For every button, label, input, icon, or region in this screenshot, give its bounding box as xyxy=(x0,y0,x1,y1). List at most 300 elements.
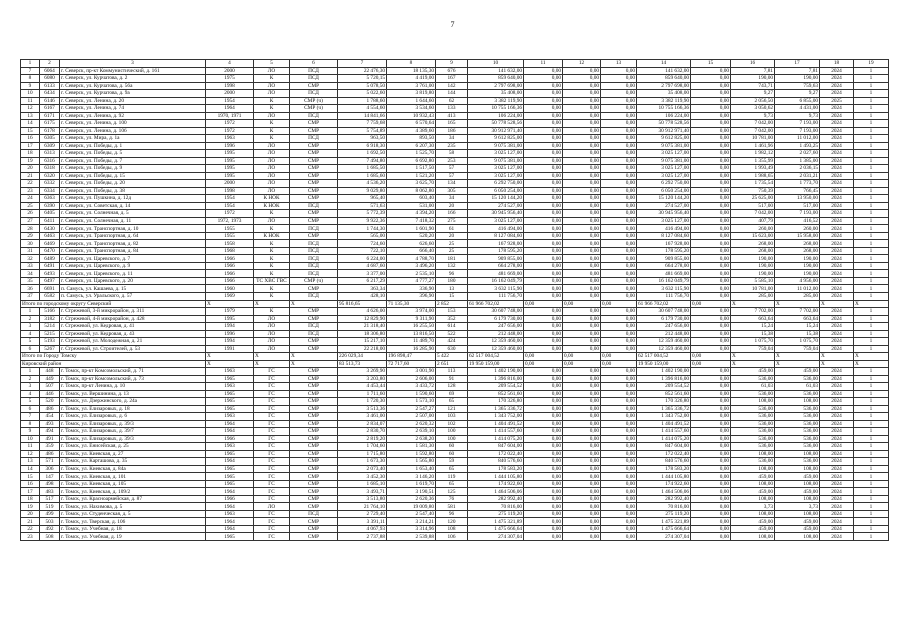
table-cell: 29 xyxy=(21,232,40,240)
page-number: 7 xyxy=(450,20,455,29)
table-cell: 0,00 xyxy=(524,480,563,488)
table-cell: г. Томск, ул. Елизаровых, д. 39/3 xyxy=(60,420,206,428)
table-cell: X xyxy=(775,300,820,308)
table-cell: 69 xyxy=(436,390,468,398)
table-row xyxy=(21,225,889,233)
table-row xyxy=(21,82,889,90)
table-cell: 0,00 xyxy=(563,428,601,436)
table-cell: 2024 xyxy=(820,180,854,188)
table-cell: 1 xyxy=(854,120,889,128)
table-cell: 0,00 xyxy=(691,277,731,285)
table-cell: ПСД xyxy=(290,90,338,98)
table-cell: 1 619,70 xyxy=(387,480,436,488)
table-cell: 9 075 381,00 xyxy=(637,157,691,165)
table-cell: 459,00 xyxy=(775,525,820,533)
table-cell: 275 119,20 xyxy=(468,510,524,518)
table-cell: 0,00 xyxy=(524,292,563,300)
table-cell: 0,00 xyxy=(601,315,637,323)
table-cell: 209 554,52 xyxy=(637,383,691,391)
table-cell: 9 612 825,00 xyxy=(637,135,691,143)
table-cell: 15 120 144,20 xyxy=(468,195,524,203)
table-cell: 19 950 159,00 xyxy=(468,360,524,368)
table-cell: г. Томск, ул. Елизаровых, д. 6 xyxy=(60,413,206,421)
table-cell: 1 414 075,20 xyxy=(637,435,691,443)
table-cell: 6 179 730,00 xyxy=(468,315,524,323)
table-cell: СМР xyxy=(290,518,338,526)
table-cell: 0,00 xyxy=(524,285,563,293)
table-cell: 2024 xyxy=(820,232,854,240)
table-cell: 0,00 xyxy=(601,165,637,173)
table-cell: 1 517,50 xyxy=(387,165,436,173)
table-cell: 2000 xyxy=(206,180,254,188)
table-cell: 2024 xyxy=(820,112,854,120)
table-cell: 71 135,30 xyxy=(387,300,436,308)
table-cell: г. Северск, ул. Победы, д. 38 xyxy=(60,187,206,195)
table-cell: СМР xyxy=(290,127,338,135)
table-cell: 852 561,60 xyxy=(637,390,691,398)
table-cell: 0,00 xyxy=(691,157,731,165)
table-cell: 190,00 xyxy=(775,75,820,83)
table-cell: 0,00 xyxy=(691,217,731,225)
table-cell: ГС xyxy=(254,495,290,503)
table-cell: 2024 xyxy=(820,338,854,346)
table-cell: 536,00 xyxy=(775,375,820,383)
table-cell: 30 945 956,40 xyxy=(637,210,691,218)
table-cell: 196 898,47 xyxy=(387,353,436,361)
table-cell: СМР xyxy=(290,150,338,158)
table-cell: 6 050 254,00 xyxy=(637,187,691,195)
table-cell: 1 xyxy=(854,525,889,533)
table-cell: 61 xyxy=(436,225,468,233)
table-cell: 1 475 666,64 xyxy=(637,525,691,533)
table-cell: 108,00 xyxy=(731,533,775,541)
table-cell: 1 xyxy=(21,60,40,68)
table-cell: г. Северск, ул. Царевского, д. 20 xyxy=(60,277,206,285)
table-cell: 1970, 1971 xyxy=(206,112,254,120)
table-cell: 19 xyxy=(21,503,40,511)
table-cell: г. Стрежевой, ул. Кедровая, д. 43 xyxy=(60,330,206,338)
table-cell: 6332 xyxy=(40,180,60,188)
table-cell: 571 xyxy=(40,458,60,466)
table-cell: 91 xyxy=(436,375,468,383)
table-cell: г. Северск, ул. Ленина, д. 106 xyxy=(60,127,206,135)
table-row xyxy=(21,428,889,436)
table-cell: 1 396 816,00 xyxy=(468,375,524,383)
table-cell: 2 797 698,00 xyxy=(468,82,524,90)
table-cell: ПСД xyxy=(290,67,338,75)
table-cell: 0,00 xyxy=(601,292,637,300)
table-cell: 16 285,90 xyxy=(387,345,436,353)
table-cell: 1 343 752,00 xyxy=(468,413,524,421)
table-cell: 0,00 xyxy=(563,105,601,113)
table-cell: г. Северск, пр-кт Коммунистический, д. 161 xyxy=(60,67,206,75)
table-cell: 1 592,80 xyxy=(387,450,436,458)
table-cell: 3 382 119,90 xyxy=(637,97,691,105)
table-cell: 14 xyxy=(21,465,40,473)
table-cell: 1 982,12 xyxy=(731,150,775,158)
table-cell: К xyxy=(254,308,290,316)
table-cell: 1 xyxy=(854,533,889,541)
table-cell: СМР xyxy=(290,435,338,443)
table-cell: г. Северск, ул. Победы, д. 9 xyxy=(60,165,206,173)
table-cell: 1 365 336,72 xyxy=(637,405,691,413)
table-cell: 1 xyxy=(854,277,889,285)
table-cell: 0,00 xyxy=(524,180,563,188)
table-row xyxy=(21,375,889,383)
table-cell: 536,00 xyxy=(731,390,775,398)
table-cell: 22 xyxy=(21,180,40,188)
table-cell: 1 xyxy=(854,127,889,135)
table-cell: 0,00 xyxy=(524,90,563,98)
table-cell: 0,00 xyxy=(524,202,563,210)
table-cell: 212 448,00 xyxy=(468,330,524,338)
table-cell: 274 307,04 xyxy=(468,533,524,541)
table-cell: 274 527,00 xyxy=(468,202,524,210)
table-cell: 174 922,60 xyxy=(468,480,524,488)
table-cell: 0,00 xyxy=(601,112,637,120)
table-cell: 1 581,30 xyxy=(387,443,436,451)
table-cell: 0,00 xyxy=(524,533,563,541)
table-cell: г. Томск, пр-кт Комсомольский, д. 73 xyxy=(60,375,206,383)
table-cell: г. Томск, ул. Нахимова, д. 5 xyxy=(60,503,206,511)
table-cell: 0,00 xyxy=(563,338,601,346)
table-cell: 4 453,44 xyxy=(338,383,387,391)
table-cell: 0,00 xyxy=(691,67,731,75)
table-cell: 0,00 xyxy=(691,90,731,98)
table-cell: 5 720,15 xyxy=(338,75,387,83)
table-cell: 35 408,00 xyxy=(637,90,691,98)
table-cell: 6318 xyxy=(40,165,60,173)
table-cell: 4 687,60 xyxy=(338,262,387,270)
table-cell: 1 xyxy=(854,255,889,263)
table-cell: 3 050,62 xyxy=(731,105,775,113)
table-cell: 16 162 049,79 xyxy=(637,277,691,285)
table-cell: 3 819,80 xyxy=(387,90,436,98)
table-row xyxy=(21,217,889,225)
table-cell: 0,00 xyxy=(563,67,601,75)
table-cell: 20 xyxy=(436,232,468,240)
table-cell: 2 819,20 xyxy=(338,435,387,443)
table-cell: СМР xyxy=(290,285,338,293)
table-cell: ПСД xyxy=(290,247,338,255)
table-cell: 18 306,80 xyxy=(338,330,387,338)
table-cell: 2024 xyxy=(820,420,854,428)
table-cell: 2024 xyxy=(820,315,854,323)
table-cell: г. Томск, ул. Киевская, д. 109/2 xyxy=(60,488,206,496)
table-cell: X xyxy=(775,360,820,368)
table-cell: 9 922,36 xyxy=(338,217,387,225)
table-cell: 1 685,10 xyxy=(338,480,387,488)
table-cell: 0,00 xyxy=(691,172,731,180)
table-cell: 0,00 xyxy=(601,458,637,466)
table-cell: 4 626,00 xyxy=(338,308,387,316)
table-cell: 3 xyxy=(60,60,206,68)
table-cell: 5 022,60 xyxy=(338,90,387,98)
table-cell: г. Северск, ул. Победы, д. 1 xyxy=(60,142,206,150)
table-cell: 1 xyxy=(854,473,889,481)
table-cell: 2024 xyxy=(820,67,854,75)
table-cell: 352 xyxy=(436,315,468,323)
table-cell: 0,00 xyxy=(691,127,731,135)
table-cell: СМР xyxy=(290,338,338,346)
table-cell: 0,00 xyxy=(691,495,731,503)
table-cell: 2024 xyxy=(820,165,854,173)
table-cell: 6489 xyxy=(40,255,60,263)
table-cell: 3 493,71 xyxy=(338,488,387,496)
table-cell: К xyxy=(254,120,290,128)
table-cell: 1964 xyxy=(206,518,254,526)
table-cell: 0,00 xyxy=(563,187,601,195)
table-cell: 2024 xyxy=(820,465,854,473)
table-cell: 0,00 xyxy=(601,383,637,391)
table-cell: 0,00 xyxy=(601,172,637,180)
table-cell: X xyxy=(731,353,775,361)
table-cell: 1 711,60 xyxy=(338,390,387,398)
table-cell: ГС xyxy=(254,405,290,413)
table-cell: 536,00 xyxy=(775,390,820,398)
table-row xyxy=(21,308,889,316)
table-cell: 5 754,89 xyxy=(338,127,387,135)
table-row xyxy=(21,270,889,278)
table-cell: 1 993,49 xyxy=(731,165,775,173)
table-cell: 614 xyxy=(436,323,468,331)
table-cell: 1996 xyxy=(206,330,254,338)
table-cell: 0,00 xyxy=(563,202,601,210)
table-cell: 1991 xyxy=(206,345,254,353)
table-cell: 0,00 xyxy=(563,323,601,331)
table-cell: 459,00 xyxy=(731,488,775,496)
table-cell: 1 xyxy=(854,390,889,398)
table-cell: 1 xyxy=(854,443,889,451)
table-cell: 508 xyxy=(40,533,60,541)
table-cell: 7 193,00 xyxy=(775,210,820,218)
table-cell: 0,00 xyxy=(563,495,601,503)
table-cell: 0,00 xyxy=(601,277,637,285)
table-cell: 62 517 004,52 xyxy=(637,353,691,361)
table-row xyxy=(21,525,889,533)
table-cell: 190,00 xyxy=(731,270,775,278)
table-cell: 11 xyxy=(21,97,40,105)
table-cell: 1 xyxy=(854,105,889,113)
table-cell: 106 xyxy=(436,533,468,541)
table-cell: 9 029,80 xyxy=(338,187,387,195)
table-cell: 0,00 xyxy=(563,97,601,105)
table-cell: К НОК xyxy=(254,195,290,203)
table-cell: 1966 xyxy=(206,495,254,503)
table-cell: 1 xyxy=(21,308,40,316)
table-cell: СМР xyxy=(290,308,338,316)
table-cell: 0,00 xyxy=(691,247,731,255)
table-cell: 15 120 144,20 xyxy=(637,195,691,203)
table-cell: 19 009,80 xyxy=(387,503,436,511)
table-cell: 1 444 105,80 xyxy=(637,473,691,481)
table-cell: 1966 xyxy=(206,277,254,285)
table-cell: 1 xyxy=(854,285,889,293)
table-cell: 1 xyxy=(21,368,40,376)
table-cell: ПСД xyxy=(290,112,338,120)
table-cell: 1 xyxy=(854,458,889,466)
table-cell: 1964 xyxy=(206,525,254,533)
table-cell: 190,00 xyxy=(775,270,820,278)
table-cell: 517,00 xyxy=(731,202,775,210)
table-cell: 35 408,00 xyxy=(468,90,524,98)
table-cell: г. Северск, ул. Царевского, д. 7 xyxy=(60,255,206,263)
table-cell: 1 xyxy=(854,202,889,210)
table-cell: 0,00 xyxy=(563,292,601,300)
table-cell: ГС xyxy=(254,390,290,398)
table-cell: 2024 xyxy=(820,390,854,398)
table-cell: 2024 xyxy=(820,345,854,353)
table-cell: 0,00 xyxy=(563,443,601,451)
table-cell: 35 xyxy=(21,277,40,285)
table-cell: 0,00 xyxy=(601,82,637,90)
table-row xyxy=(21,172,889,180)
table-cell: ГС xyxy=(254,525,290,533)
table-cell: 2000 xyxy=(206,90,254,98)
table-cell: 0,00 xyxy=(524,473,563,481)
table-cell: 61 966 702,02 xyxy=(468,300,524,308)
table-cell: 3 025 127,00 xyxy=(468,172,524,180)
table-cell: 34 xyxy=(436,135,468,143)
table-cell: ПСД xyxy=(290,323,338,331)
table-cell: 1960 xyxy=(206,285,254,293)
table-cell: 0,00 xyxy=(601,195,637,203)
table-cell: СМР xyxy=(290,210,338,218)
table-cell: СМР xyxy=(290,195,338,203)
table-cell: г. Северск, ул. Курчатова, д. 56а xyxy=(60,82,206,90)
table-cell: 0,00 xyxy=(563,383,601,391)
table-cell: 2024 xyxy=(820,82,854,90)
table-cell: 14 xyxy=(21,120,40,128)
table-cell: 1 xyxy=(854,82,889,90)
table-cell: 16 162 049,79 xyxy=(468,277,524,285)
table-cell: 491 xyxy=(40,435,60,443)
table-cell: 3 203,80 xyxy=(338,375,387,383)
table-cell: 172 022,40 xyxy=(637,450,691,458)
table-cell: 0,00 xyxy=(691,405,731,413)
table-cell: 1 xyxy=(854,112,889,120)
table-cell: ГС xyxy=(254,533,290,541)
table-cell: 6 292 750,00 xyxy=(637,180,691,188)
table-cell: 57 xyxy=(436,165,468,173)
table-cell: 0,00 xyxy=(691,390,731,398)
table-cell: 847 604,00 xyxy=(468,443,524,451)
table-cell: 2024 xyxy=(820,510,854,518)
table-cell: г. Северск, ул. Солнечная, д. 5 xyxy=(60,210,206,218)
table-cell: 6146 xyxy=(40,97,60,105)
table-cell: 1 xyxy=(854,375,889,383)
table-cell: 0,00 xyxy=(524,232,563,240)
table-cell: 2024 xyxy=(820,488,854,496)
table-cell: 2024 xyxy=(820,285,854,293)
table-cell: г. Томск, ул. Киевская, д. 105 xyxy=(60,480,206,488)
table-cell: 3 761,00 xyxy=(387,82,436,90)
subtotal-row xyxy=(21,353,889,361)
table-cell: 7 193,00 xyxy=(775,127,820,135)
table-cell: X xyxy=(290,353,338,361)
table-row xyxy=(21,142,889,150)
table-cell: 108,00 xyxy=(775,480,820,488)
table-cell: 536,00 xyxy=(731,405,775,413)
table-cell: 1995 xyxy=(206,165,254,173)
table-cell: 2024 xyxy=(820,187,854,195)
table-cell: 6167 xyxy=(40,105,60,113)
table-cell: 6171 xyxy=(40,112,60,120)
table-cell: 909 855,00 xyxy=(468,255,524,263)
table-cell: 1965 xyxy=(206,473,254,481)
table-cell: г. Северск, ул. Ленина, д. 100 xyxy=(60,120,206,128)
table-cell: г. Томск, ул. Енисейская, д. 25 xyxy=(60,443,206,451)
table-cell: 1994 xyxy=(206,323,254,331)
table-cell: г. Томск, пр-кт Комсомольский, д. 71 xyxy=(60,368,206,376)
table-cell: г. Стрежевой, ул. Строителей, д. 53 xyxy=(60,345,206,353)
table-cell: К xyxy=(254,127,290,135)
table-cell: 119 xyxy=(436,473,468,481)
table-cell: 0,00 xyxy=(601,375,637,383)
table-cell: 0,00 xyxy=(601,217,637,225)
table-cell: СМР xyxy=(290,180,338,188)
table-cell: 536,00 xyxy=(731,443,775,451)
table-cell: 0,00 xyxy=(524,210,563,218)
table-cell: 22 476,30 xyxy=(338,67,387,75)
table-cell: 0,00 xyxy=(524,488,563,496)
table-cell: 1 xyxy=(854,345,889,353)
table-cell: 2024 xyxy=(820,255,854,263)
table-cell: 3 269,90 xyxy=(338,368,387,376)
table-cell: 520 xyxy=(40,398,60,406)
table-cell: 7 xyxy=(21,413,40,421)
table-cell: 3 461,00 xyxy=(338,413,387,421)
table-cell: 0,00 xyxy=(563,127,601,135)
table-row xyxy=(21,473,889,481)
table-cell: 15 623,00 xyxy=(731,232,775,240)
table-cell: 965,40 xyxy=(338,195,387,203)
table-cell: 0,00 xyxy=(563,142,601,150)
table-cell: 2 797 698,00 xyxy=(637,82,691,90)
table-cell: 1 xyxy=(854,172,889,180)
table-cell: 1955 xyxy=(206,232,254,240)
table-cell: 847 604,00 xyxy=(637,443,691,451)
table-cell: 1 xyxy=(854,240,889,248)
table-cell: 274 527,00 xyxy=(637,202,691,210)
table-cell: 0,00 xyxy=(601,495,637,503)
table-cell: 1 673,30 xyxy=(338,458,387,466)
table-cell: 0,00 xyxy=(563,225,601,233)
table-cell: 494 xyxy=(40,428,60,436)
table-cell: 893,50 xyxy=(387,135,436,143)
table-cell: ЛО xyxy=(254,503,290,511)
table-cell: 9 xyxy=(436,60,468,68)
table-cell: 1963 xyxy=(206,443,254,451)
table-row xyxy=(21,443,889,451)
table-cell: 30 607 748,00 xyxy=(468,308,524,316)
table-cell: 666,40 xyxy=(387,247,436,255)
table-row xyxy=(21,518,889,526)
table-cell: ЛО xyxy=(254,323,290,331)
table-cell: 1 xyxy=(854,232,889,240)
table-cell: 2024 xyxy=(820,277,854,285)
table-cell: 0,00 xyxy=(691,225,731,233)
table-cell: 17 xyxy=(21,488,40,496)
table-cell: 65 xyxy=(436,480,468,488)
table-cell: 12 359 460,00 xyxy=(637,345,691,353)
table-cell: 2 729,40 xyxy=(338,510,387,518)
table-cell: ПСД xyxy=(290,135,338,143)
table-row xyxy=(21,533,889,541)
table-cell: 6 692,80 xyxy=(387,157,436,165)
table-cell: СМР xyxy=(290,345,338,353)
table-row xyxy=(21,383,889,391)
